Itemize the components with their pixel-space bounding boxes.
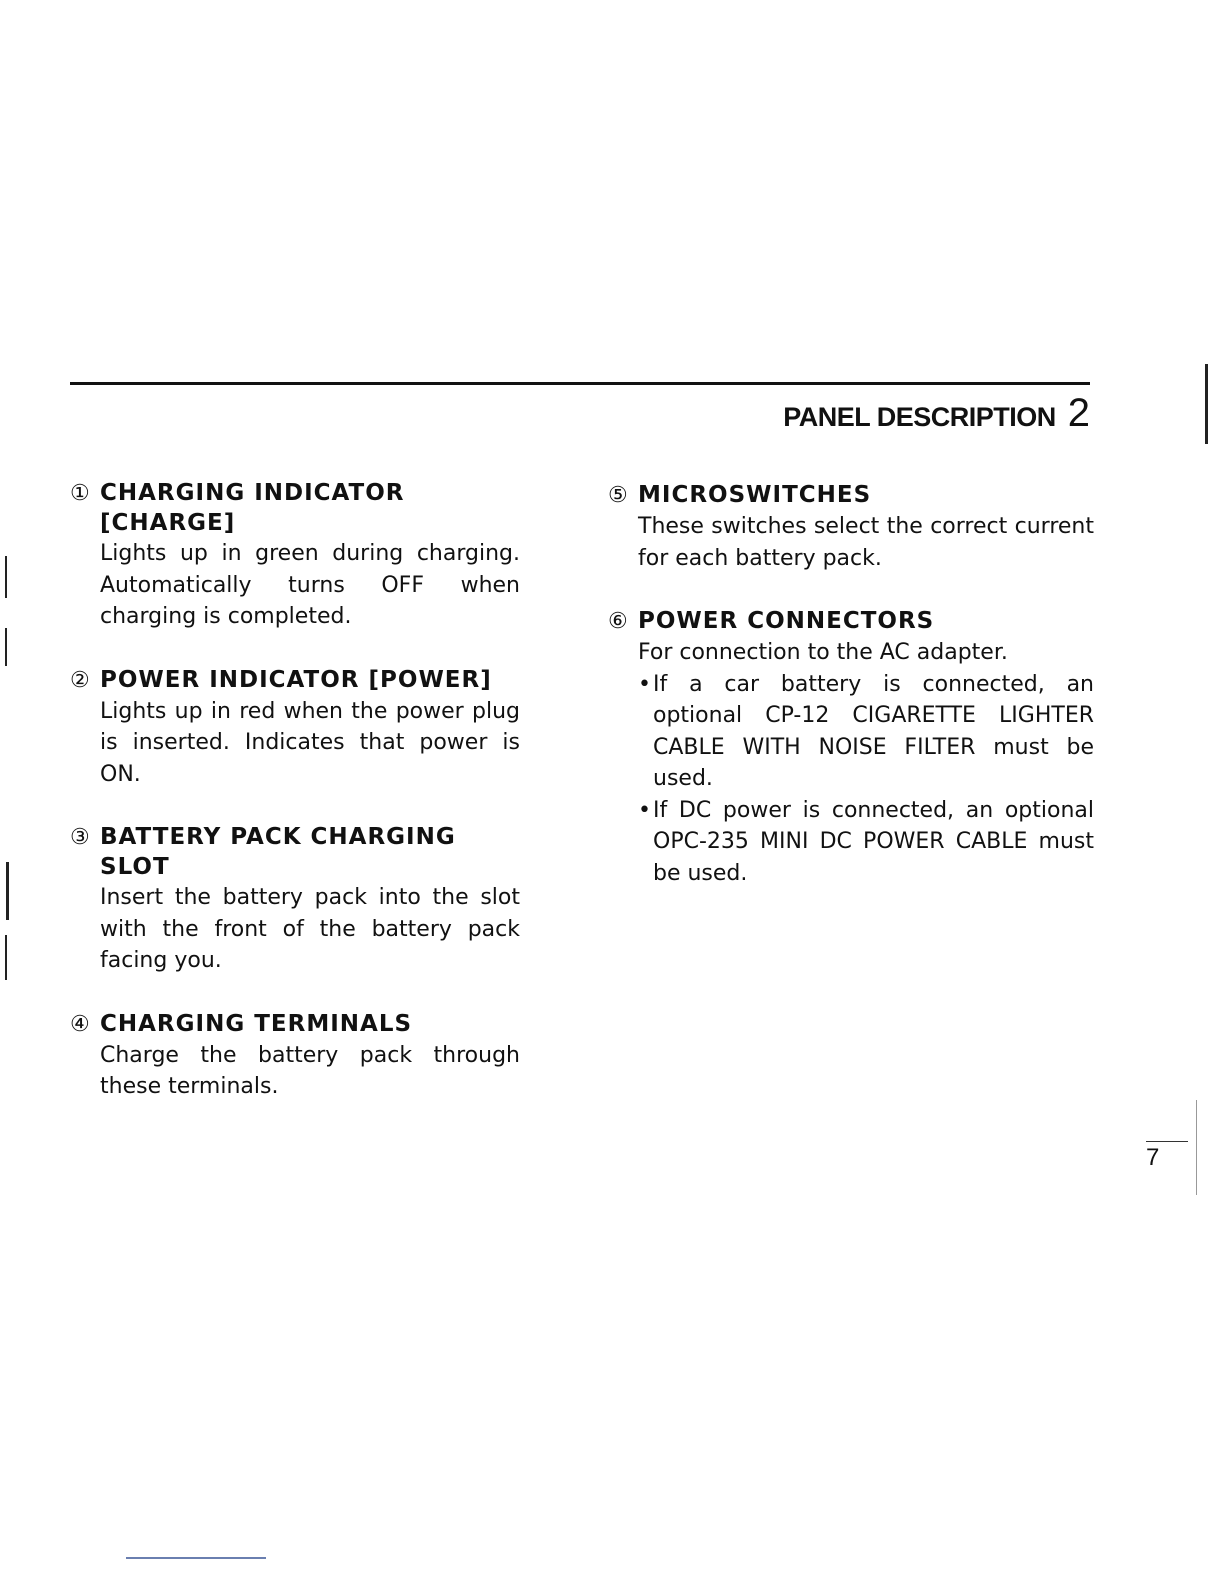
item-title: CHARGING TERMINALS (100, 1010, 413, 1037)
item-description: Charge the battery pack through these terminals. (100, 1042, 520, 1099)
item-power-connectors (608, 606, 1094, 889)
section-title: PANEL DESCRIPTION (783, 402, 1056, 432)
footer-underline (126, 1557, 266, 1559)
item-number: ② (70, 667, 91, 693)
item-title: BATTERY PACK CHARGING SLOT (100, 824, 456, 880)
list-item: • If DC power is connected, an optional OPC-235 MINI DC POWER CABLE must be used. (638, 795, 1094, 890)
item-title: POWER INDICATOR [POWER] (100, 666, 492, 693)
note-list (638, 669, 1094, 890)
item-description: Lights up in red when the power plug is inserted. Indicates that power is ON. (100, 698, 520, 787)
page-header (783, 393, 1090, 433)
item-description: Lights up in green during charging. Automatically turns OFF when charging is completed. (100, 541, 520, 629)
item-description: These switches select the correct current for each battery pack. (638, 514, 1094, 571)
right-column (608, 480, 1094, 921)
item-charging-terminals (70, 1009, 520, 1103)
left-edge-mark (5, 556, 7, 598)
item-number: ⑥ (608, 609, 629, 634)
item-description: Insert the battery pack into the slot with the front of the battery pack facing you. (100, 885, 520, 973)
right-edge-mark (1196, 1100, 1197, 1195)
item-number: ④ (70, 1011, 91, 1037)
item-charging-slot (70, 822, 520, 977)
item-title: POWER CONNECTORS (638, 608, 935, 634)
left-edge-mark (6, 862, 9, 920)
chapter-number: 2 (1067, 391, 1090, 435)
right-edge-mark (1205, 364, 1208, 444)
item-number: ① (70, 481, 91, 506)
item-title: MICROSWITCHES (638, 482, 872, 508)
header-rule (70, 382, 1090, 385)
left-edge-mark (5, 935, 7, 980)
list-item: • If a car battery is connected, an optional CP-12 CIGARETTE LIGHTER CABLE WITH NOISE FILTER must be used. (638, 669, 1094, 795)
page-number-rule (1146, 1141, 1188, 1142)
item-description: For connection to the AC adapter. (638, 640, 1008, 665)
item-microswitches (608, 480, 1094, 574)
item-power-indicator (70, 665, 520, 791)
item-number: ⑤ (608, 483, 629, 508)
item-charging-indicator (70, 478, 520, 633)
item-title: CHARGING INDICATOR [CHARGE] (100, 480, 405, 536)
item-number: ③ (70, 825, 91, 850)
page-number: 7 (1146, 1144, 1160, 1171)
left-column (70, 478, 520, 1135)
left-edge-mark (5, 628, 7, 666)
